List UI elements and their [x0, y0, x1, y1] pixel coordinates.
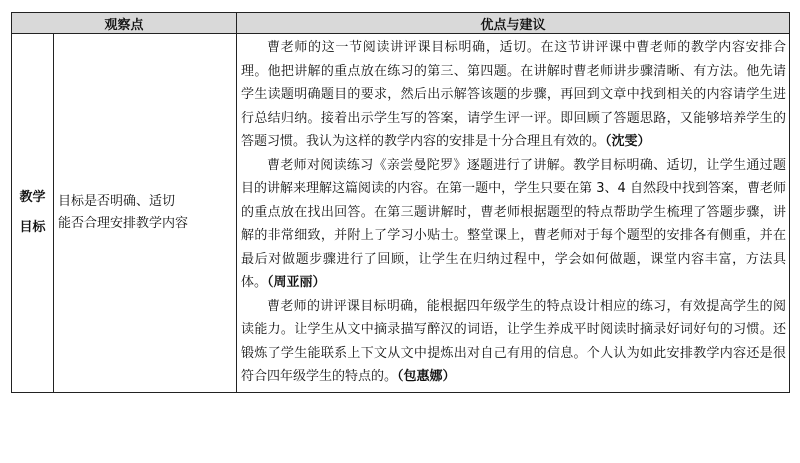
header-row — [12, 13, 790, 34]
comments-cell — [237, 34, 790, 393]
body-row — [12, 34, 790, 393]
comment-text-2: 曹老师对阅读练习《亲尝曼陀罗》逐题进行了讲解。教学目标明确、适切，让学生通过题目的讲解来理解这篇阅读的内容。在第一题中，学生只要在第 3、4 自然段中找到答案，曹老师的重点放在找出回答。在第三题讲解时，曹老师根据题型的特点帮助学生梳理了答题步骤，讲解的非常细致，并附上了学习小贴士。整堂课上，曹老师对于每个题型的安排各有侧重，并在最后对做题步骤进行了回顾，让学生在归纳过程中，学会如何做题，课堂内容丰富，方法具体。 — [241, 157, 787, 290]
observation-point-1: 目标是否明确、适切 — [58, 193, 176, 209]
comment-paragraph-3 — [241, 295, 786, 389]
comment-text-3: 曹老师的讲评课目标明确，能根据四年级学生的特点设计相应的练习，有效提高学生的阅读能力。让学生从文中摘录描写醉汉的词语，让学生养成平时阅读时摘录好词好句的习惯。还锻炼了学生能联系上下文从文中提炼出对自己有用的信息。个人认为如此安排教学内容还是很符合四年级学生的特点的。 — [241, 298, 787, 384]
observation-points-cell — [54, 34, 237, 393]
dimension-label-line2: 目标 — [19, 219, 46, 235]
evaluation-table — [11, 12, 790, 393]
comment-author-1: （沈雯） — [605, 134, 651, 149]
evaluation-table-wrapper — [11, 12, 789, 393]
comment-paragraph-2 — [241, 154, 786, 295]
comment-paragraph-1 — [241, 36, 786, 154]
comment-text-1: 曹老师的这一节阅读讲评课目标明确，适切。在这节讲评课中曹老师的教学内容安排合理。他把讲解的重点放在练习的第三、第四题。在讲解时曹老师讲步骤清晰、有方法。他先请学生读题明确题目的要求，然后出示解答该题的步骤，再回到文章中找到相关的内容请学生进行总结归纳。接着出示学生写的答案，请学生评一评。即回顾了答题思路，又能够培养学生的答题习惯。我认为这样的教学内容的安排是十分合理且有效的。 — [241, 40, 787, 149]
dimension-cell — [12, 34, 54, 393]
observation-point-2: 能否合理安排教学内容 — [58, 215, 189, 231]
header-observation: 观察点 — [12, 13, 237, 34]
header-suggestion: 优点与建议 — [237, 13, 790, 34]
comment-author-3: （包惠娜） — [397, 369, 456, 384]
comment-author-2: （周亚丽） — [267, 275, 326, 290]
dimension-label-line1: 教学 — [19, 189, 46, 205]
